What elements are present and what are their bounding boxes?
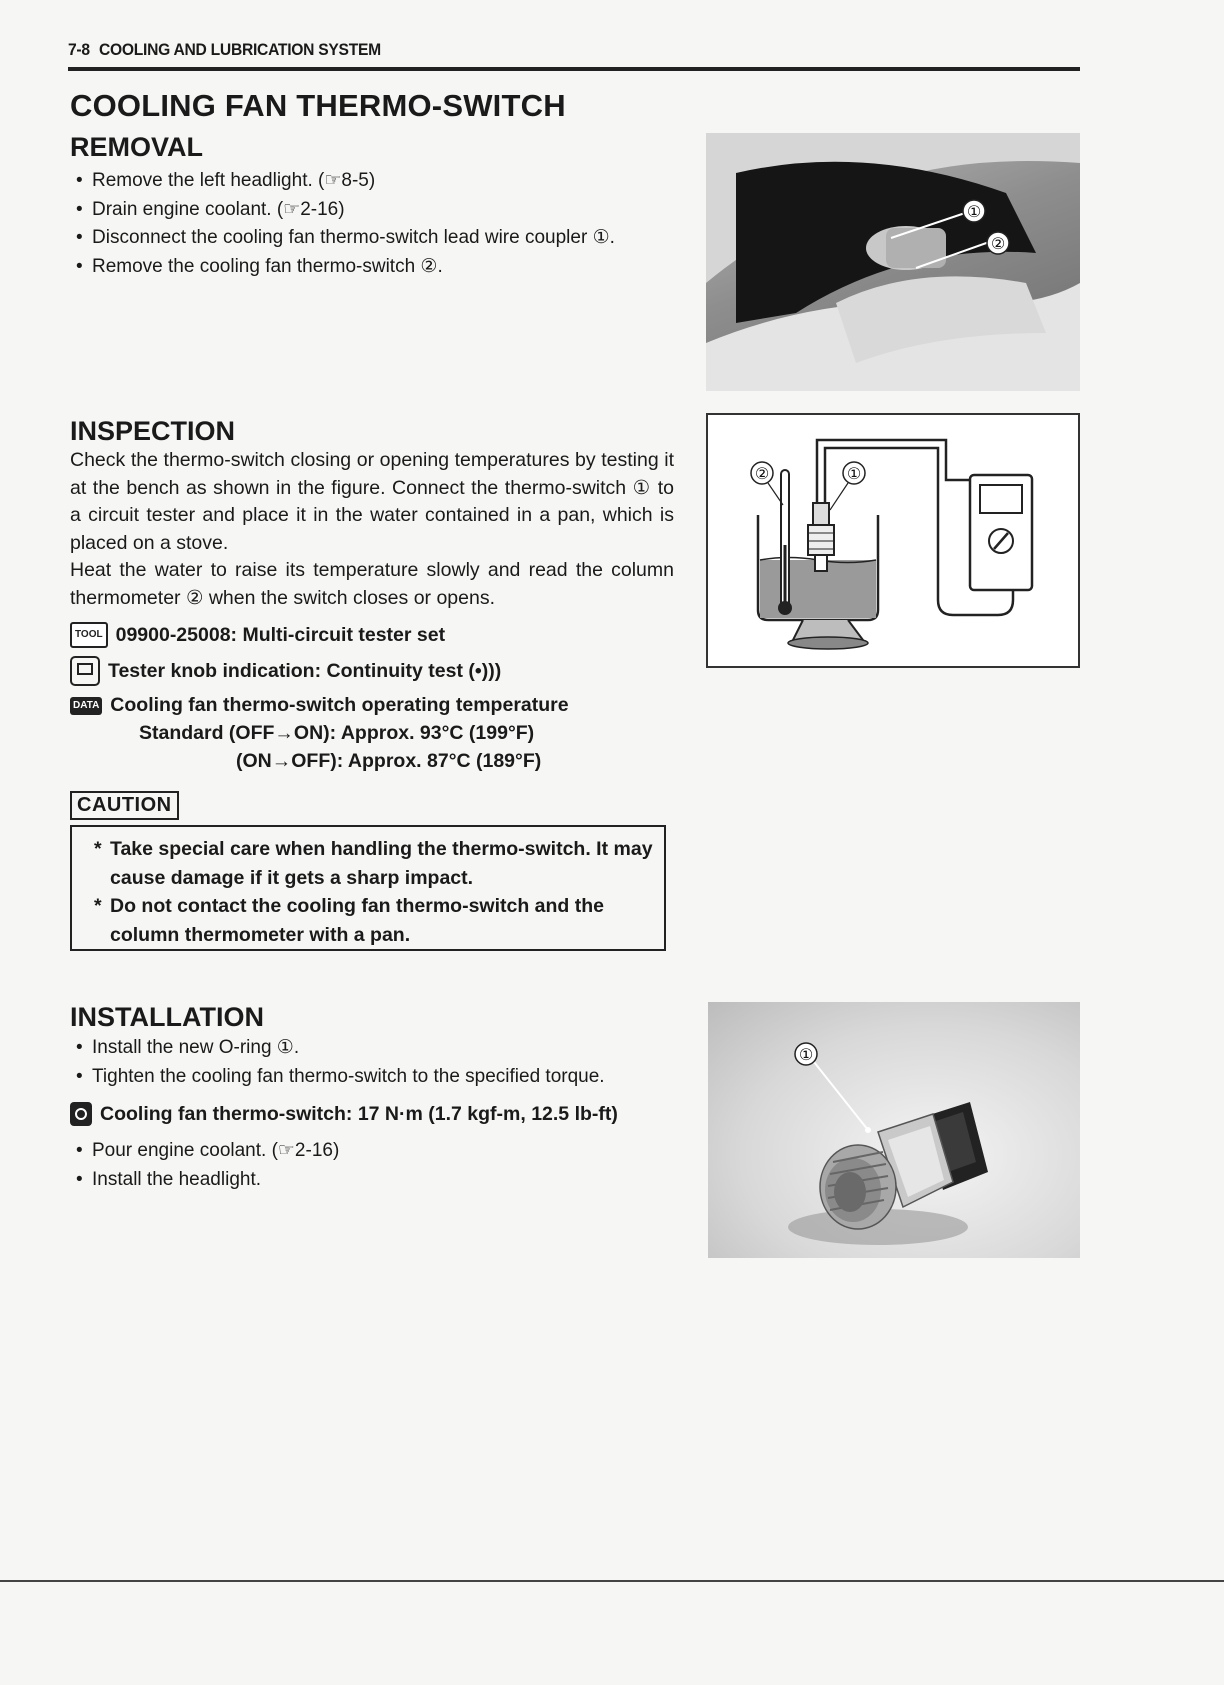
tool-spec bbox=[70, 622, 445, 648]
list-item: • Disconnect the cooling fan thermo-switch lead wire coupler ①. bbox=[70, 224, 680, 253]
data-icon: DATA bbox=[70, 697, 102, 715]
knob-spec-text: Tester knob indication: Continuity test (•))) bbox=[108, 659, 502, 682]
list-item: • Pour engine coolant. (☞2-16) bbox=[70, 1137, 680, 1166]
photo1-callout-1: ① bbox=[966, 202, 982, 221]
tool-spec-text: 09900-25008: Multi-circuit tester set bbox=[115, 623, 446, 646]
header-rule bbox=[68, 67, 1080, 71]
section-title: COOLING AND LUBRICATION SYSTEM bbox=[98, 40, 381, 59]
installation-list bbox=[70, 1034, 680, 1091]
installation-heading: INSTALLATION bbox=[70, 1002, 264, 1032]
data-spec-title: Cooling fan thermo-switch operating temperature bbox=[110, 694, 569, 716]
caution-label: CAUTION bbox=[70, 791, 179, 820]
diagram-callout-1: ① bbox=[846, 464, 862, 483]
spec-standard: Standard (OFF→ON): Approx. 93°C (199°F) bbox=[139, 722, 535, 744]
list-item: • Install the new O-ring ①. bbox=[70, 1034, 680, 1063]
list-item: • Tighten the cooling fan thermo-switch to the specified torque. bbox=[70, 1063, 680, 1092]
photo1-callout-2: ② bbox=[990, 234, 1006, 253]
caution-box bbox=[70, 825, 666, 951]
tool-icon: TOOL bbox=[70, 622, 108, 648]
removal-list bbox=[70, 167, 680, 281]
inspection-paragraph-1: Check the thermo-switch closing or opening temperatures by testing it at the bench as shown in the figure. Connect the thermo-switch ① to a circuit tester and place it in the water contained in a pan, which is placed on a stove. bbox=[70, 449, 674, 554]
photo2-callout-1: ① bbox=[798, 1045, 814, 1064]
list-item: • Remove the cooling fan thermo-switch ②. bbox=[70, 253, 680, 282]
installation-list-2 bbox=[70, 1137, 680, 1194]
list-item: • Install the headlight. bbox=[70, 1166, 680, 1195]
running-header bbox=[68, 40, 381, 60]
bottom-rule bbox=[0, 1580, 1224, 1582]
data-spec bbox=[70, 694, 569, 717]
thermo-switch-photo bbox=[708, 1002, 1080, 1258]
spec-on-off: (ON→OFF): Approx. 87°C (189°F) bbox=[236, 750, 542, 772]
torque-spec-text: Cooling fan thermo-switch: 17 N·m (1.7 kgf-m, 12.5 lb-ft) bbox=[100, 1102, 618, 1125]
caution-item: * Take special care when handling the thermo-switch. It may cause damage if it gets a sharp impact. bbox=[94, 835, 654, 892]
diagram-callout-2: ② bbox=[754, 464, 770, 483]
inspection-heading: INSPECTION bbox=[70, 416, 236, 446]
caution-item: * Do not contact the cooling fan thermo-switch and the column thermometer with a pan. bbox=[94, 892, 654, 949]
inspection-paragraph-2: Heat the water to raise its temperature slowly and read the column thermometer ② when the switch closes or opens. bbox=[70, 559, 674, 609]
inspection-diagram bbox=[706, 413, 1080, 668]
tester-icon bbox=[70, 656, 100, 686]
removal-heading: REMOVAL bbox=[70, 132, 203, 162]
knob-spec bbox=[70, 656, 501, 686]
torque-spec bbox=[70, 1102, 618, 1126]
thermo-switch-drawing bbox=[708, 1002, 1080, 1258]
page-title: COOLING FAN THERMO-SWITCH bbox=[70, 88, 566, 123]
list-item: • Drain engine coolant. (☞2-16) bbox=[70, 196, 680, 225]
removal-photo bbox=[706, 133, 1080, 391]
page-number: 7-8 bbox=[68, 40, 90, 59]
removal-photo-drawing bbox=[706, 133, 1080, 391]
inspection-diagram-drawing bbox=[708, 415, 1078, 666]
torque-icon bbox=[70, 1102, 92, 1126]
list-item: • Remove the left headlight. (☞8-5) bbox=[70, 167, 680, 196]
